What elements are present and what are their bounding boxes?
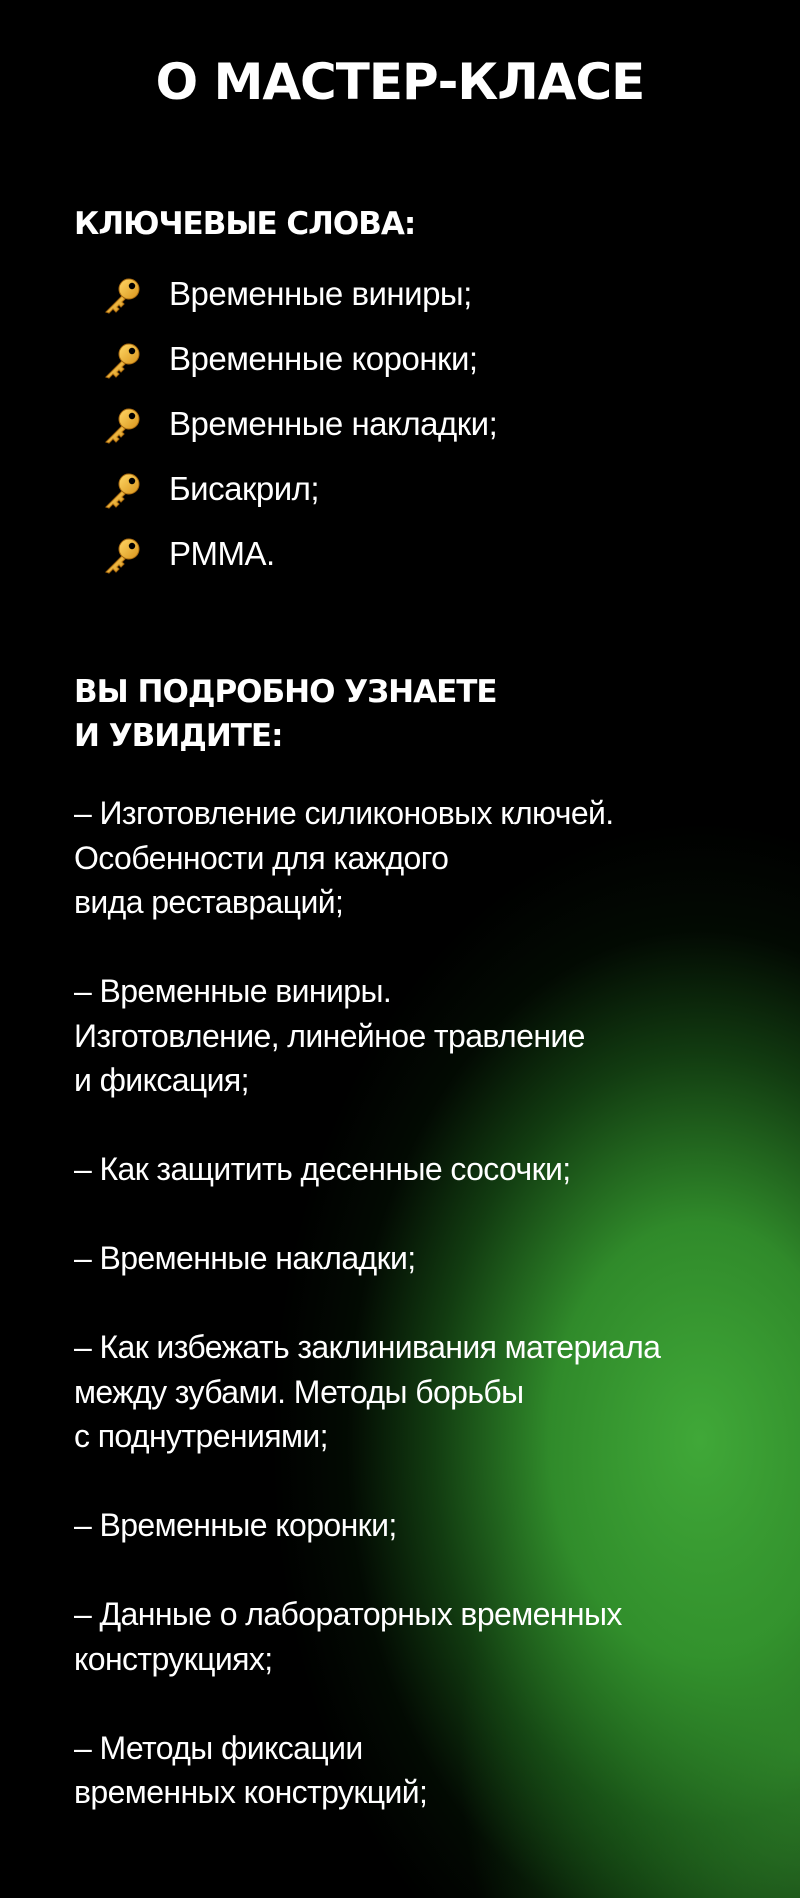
- list-item: – Временные коронки;: [74, 1507, 397, 1543]
- keyword-label: Временные коронки;: [169, 340, 478, 377]
- list-item: – Временные накладки;: [74, 1240, 416, 1276]
- keywords-heading: КЛЮЧЕВЫЕ СЛОВА:: [74, 206, 416, 242]
- page-title: О МАСТЕР-КЛАСЕ: [155, 53, 645, 111]
- keyword-label: Бисакрил;: [169, 470, 320, 507]
- list-item: – Методы фиксации временных конструкций;: [74, 1729, 428, 1810]
- list-item: – Изготовление силиконовых ключей. Особенности для каждого вида реставраций;: [74, 795, 614, 920]
- key-icon: [102, 536, 142, 576]
- keyword-label: Временные виниры;: [169, 275, 472, 312]
- list-item: – Как избежать заклинивания материала между зубами. Методы борьбы с поднутрениями;: [74, 1329, 661, 1454]
- key-icon: [102, 341, 142, 381]
- keyword-label: Временные накладки;: [169, 405, 498, 442]
- key-icon: [102, 406, 142, 446]
- list-item: – Временные виниры. Изготовление, линейное травление и фиксация;: [74, 973, 585, 1098]
- key-icon: [102, 471, 142, 511]
- learn-list: [74, 791, 774, 1859]
- key-icon: [102, 276, 142, 316]
- list-item: – Данные о лабораторных временных конструкциях;: [74, 1596, 622, 1677]
- keyword-label: PMMA.: [169, 535, 275, 572]
- learn-heading: ВЫ ПОДРОБНО УЗНАЕТЕ И УВИДИТЕ:: [74, 674, 497, 754]
- list-item: – Как защитить десенные сосочки;: [74, 1151, 571, 1187]
